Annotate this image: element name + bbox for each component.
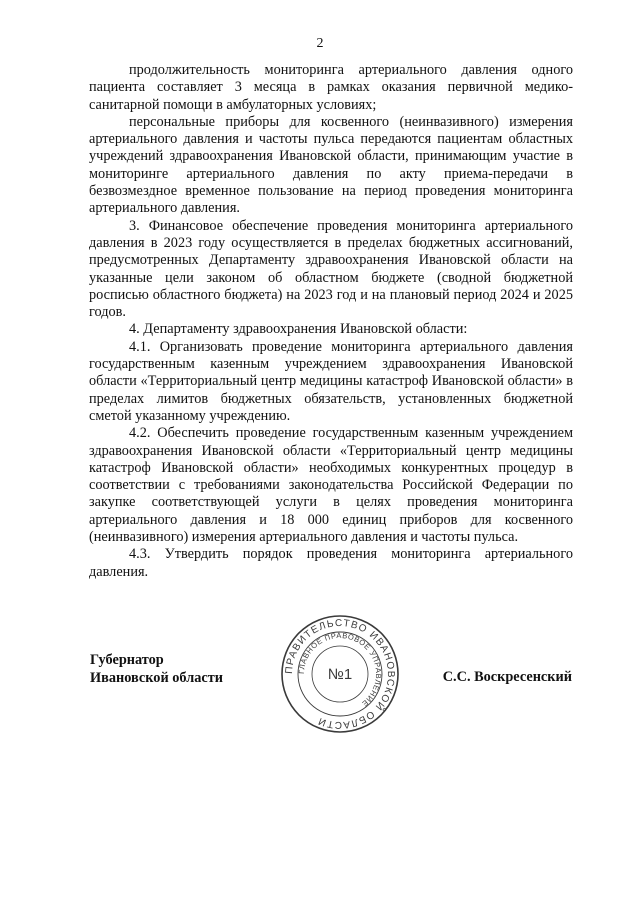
document-body xyxy=(89,62,573,581)
paragraph-department: 4. Департаменту здравоохранения Ивановской области: xyxy=(129,321,468,338)
signature-position-line1: Губернатор xyxy=(90,652,164,668)
paragraph-devices: персональные приборы для косвенного (неинвазивного) измерения артериального давления и частоты пульса передаются пациентам областных учреждений здравоохранения Ивановской области, принимающим участие в мониторинге артериального давления по акту приема-передачи в безвозмездное временное пользование на период проведения мониторинга артериального давления. xyxy=(89,113,573,217)
signature-position-line2: Ивановской области xyxy=(90,669,223,686)
signature-position xyxy=(90,652,223,687)
paragraph-4-2: 4.2. Обеспечить проведение государственным казенным учреждением здравоохранения Ивановской области «Территориальный центр медицины катастроф Ивановской области» необходимых конкурентных процедур в соответствии с требованиями законодательства Российской Федерации по закупке соответствующей услуги в целях проведения мониторинга артериального давления и 18 000 единиц приборов для косвенного (неинвазивного) измерения артериального давления и частоты пульса. xyxy=(89,425,573,546)
stamp-ring-text: ПРАВИТЕЛЬСТВО ИВАНОВСКОЙ ОБЛАСТИ xyxy=(283,617,397,731)
stamp-number: №1 xyxy=(327,666,353,683)
paragraph-duration: продолжительность мониторинга артериального давления одного пациента составляет 3 месяца в рамках оказания первичной медико-санитарной помощи в амбулаторных условиях; xyxy=(89,62,573,113)
paragraph-financing: 3. Финансовое обеспечение проведения мониторинга артериального давления в 2023 году осуществляется в пределах бюджетных ассигнований, предусмотренных Департаменту здравоохранения Ивановской области на указанные цели законом об областном бюджете (сводной бюджетной росписью областного бюджета) на 2023 год и на плановый период 2024 и 2025 годов. xyxy=(89,217,573,321)
stamp-inner-text: ГЛАВНОЕ ПРАВОВОЕ УПРАВЛЕНИЕ xyxy=(296,630,384,709)
signature-name: С.С. Воскресенский xyxy=(442,669,572,685)
paragraph-4-1: 4.1. Организовать проведение мониторинга артериального давления государственным казенным учреждением здравоохранения Ивановской области «Территориальный центр медицины катастроф Ивановской области» в пределах лимитов бюджетных обязательств, установленных бюджетной сметой указанному учреждению. xyxy=(89,338,573,424)
paragraph-4-3: 4.3. Утвердить порядок проведения мониторинга артериального давления. xyxy=(89,546,573,580)
official-stamp xyxy=(280,613,400,735)
page-number: 2 xyxy=(316,36,324,51)
